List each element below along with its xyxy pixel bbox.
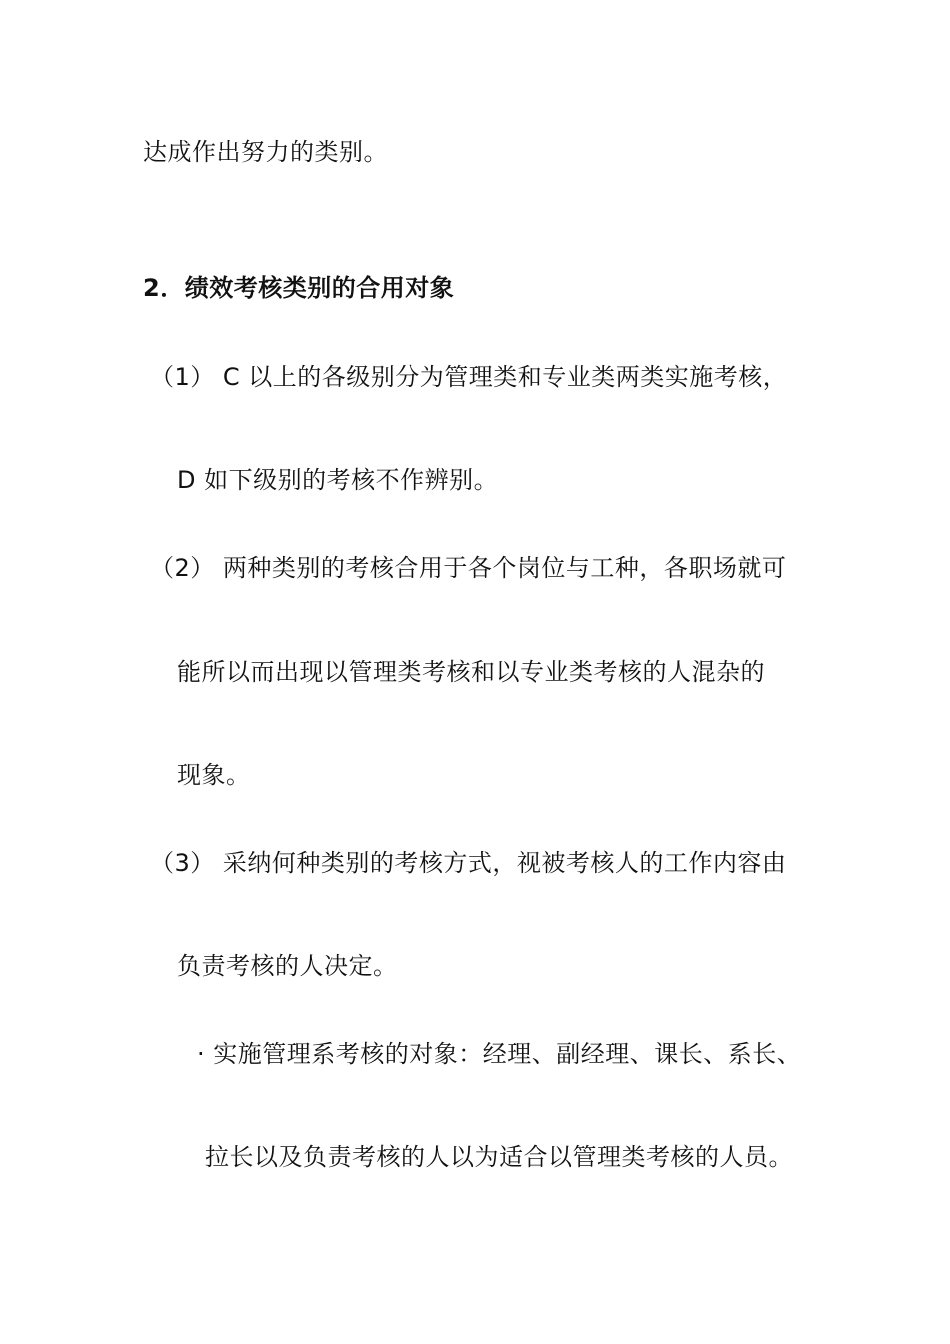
list-item-3-line: （3） 采纳何种类别的考核方式，视被考核人的工作内容由 <box>150 849 787 877</box>
section-heading: 2．绩效考核类别的合用对象 <box>143 274 455 302</box>
bullet-item-continuation: 拉长以及负责考核的人以为适合以管理类考核的人员。 <box>205 1143 793 1171</box>
list-item-1-continuation: D 如下级别的考核不作辨别。 <box>177 466 499 494</box>
bullet-item-line: · 实施管理系考核的对象：经理、副经理、课长、系长、 <box>197 1040 802 1068</box>
list-item-2-line: （2） 两种类别的考核合用于各个岗位与工种，各职场就可 <box>150 554 787 582</box>
paragraph-line: 达成作出努力的类别。 <box>143 138 388 166</box>
list-item-2-continuation: 能所以而出现以管理类考核和以专业类考核的人混杂的 <box>177 658 765 686</box>
list-item-2-continuation: 现象。 <box>177 761 251 789</box>
list-item-3-continuation: 负责考核的人决定。 <box>177 952 398 980</box>
list-item-1-line: （1） C 以上的各级别分为管理类和专业类两类实施考核， <box>150 363 788 391</box>
